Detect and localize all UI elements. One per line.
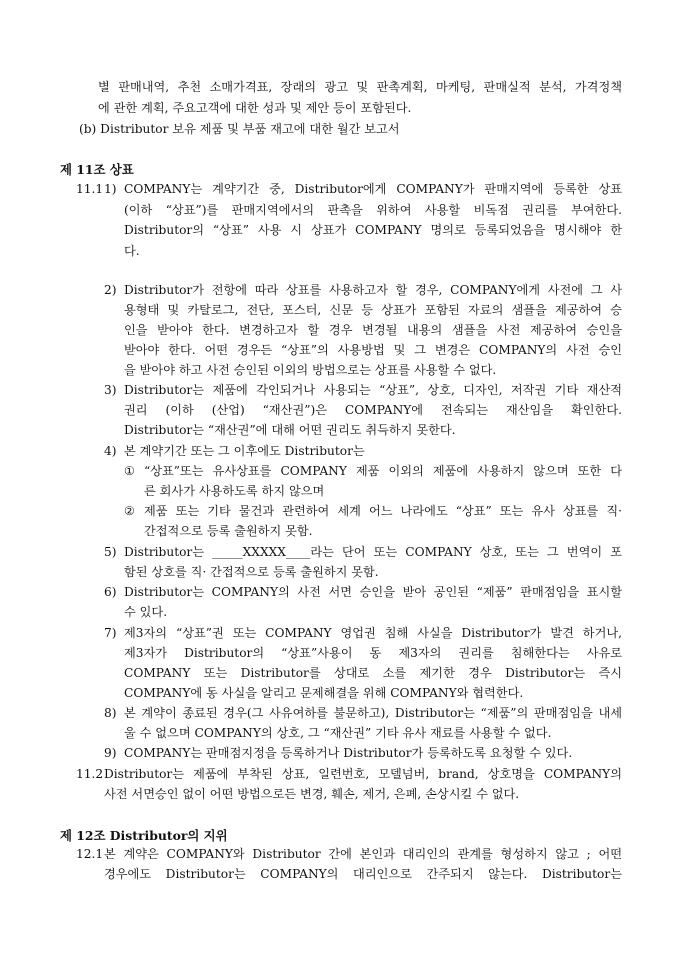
item-3-line-1: Distributor는 제품에 각인되거나 사용되는 “상표”, 상호, 디자인, 저작권 기타 재산적 [124, 383, 622, 397]
clause-12-1-number: 12.1 [76, 847, 104, 861]
clause-12-1-line-1: 본 계약은 COMPANY와 Distributor 간에 본인과 대리인의 관계를 형성하지 않고 ; 어떤 [104, 847, 622, 861]
item-6-number: 6) [104, 585, 117, 599]
item-2-line-4: 받아야 한다. 어떤 경우든 “상표”의 사용방법 및 그 변경은 COMPANY의 사전 승인 [124, 343, 622, 357]
item-5-line-1: Distributor는 _____XXXXX____라는 단어 또는 COMPANY 상호, 또는 그 번역이 포 [124, 545, 622, 559]
item-1-line-3: Distributor의 “상표” 사용 시 상표가 COMPANY 명의로 등록되었음을 명시해야 한 [124, 223, 622, 237]
item-8-line-2: 울 수 없으며 COMPANY의 상호, 그 “재산권” 기타 유사 재료를 사용할 수 없다. [124, 726, 552, 740]
item-4-line: 본 계약기간 또는 그 이후에도 Distributor는 [124, 444, 365, 458]
item-7-line-3: COMPANY 또는 Distributor를 상대로 소를 제기한 경우 Distributor는 즉시 [124, 666, 622, 680]
item-2-line-1: Distributor가 전항에 따라 상표를 사용하고자 할 경우, COMPANY에게 사전에 그 사 [124, 283, 622, 297]
item-7-line-2: 제3자가 Distributor의 “상표”사용이 동 제3자의 권리를 침해한다는 사유로 [124, 646, 622, 660]
clause-11-2-line-2: 사전 서면승인 없이 어떤 방법으로든 변경, 훼손, 제거, 은폐, 손상시킬 수 없다. [104, 787, 520, 801]
subitem-2-line-2: 간접적으로 등록 출원하지 못함. [144, 524, 313, 538]
subitem-2-line-1: 제품 또는 기타 물건과 관련하여 세계 어느 나라에도 “상표” 또는 유사 상표를 직· [144, 504, 622, 518]
subitem-1-line-1: “상표”또는 유사상표를 COMPANY 제품 이외의 제품에 사용하지 않으며 또한 다 [144, 464, 622, 478]
intro-item-b: (b) Distributor 보유 제품 및 부품 재고에 대한 월간 보고서 [79, 122, 400, 136]
item-1-line-1: COMPANY는 계약기간 중, Distributor에게 COMPANY가 판매지역에 등록한 상표 [124, 182, 622, 196]
clause-11-2-line-1: Distributor는 제품에 부착된 상표, 일련번호, 모델넘버, brand, 상호명을 COMPANY의 [104, 767, 622, 781]
item-1-line-4: 다. [124, 244, 140, 258]
item-3-line-3: Distributor는 “재산권”에 대해 어떤 권리도 취득하지 못한다. [124, 423, 456, 437]
item-2-line-2: 용형태 및 카탈로그, 전단, 포스터, 신문 등 상표가 포함된 자료의 샘플을 제공하여 승 [124, 303, 622, 317]
item-9-number: 9) [104, 746, 117, 760]
item-7-number: 7) [104, 626, 117, 640]
item-7-line-1: 제3자의 “상표”권 또는 COMPANY 영업권 침해 사실을 Distributor가 발견 하거나, [124, 626, 622, 640]
article-11-heading: 제 11조 상표 [60, 162, 134, 177]
clause-11-2-number: 11.2 [76, 767, 104, 781]
item-4-number: 4) [104, 444, 117, 458]
article-12-heading: 제 12조 Distributor의 지위 [60, 828, 228, 843]
item-2-line-3: 인을 받아야 한다. 변경하고자 할 경우 변경될 내용의 샘플을 사전 제공하여 승인을 [124, 323, 622, 337]
item-3-line-2: 권리 (이하 (산업) “재산권”)은 COMPANY에 전속되는 재산임을 확인한다. [124, 403, 622, 417]
intro-line-2: 에 관한 계획, 주요고객에 대한 성과 및 제안 등이 포함된다. [98, 101, 412, 115]
item-2-number: 2) [104, 283, 117, 297]
item-9-line: COMPANY는 판매점지정을 등록하거나 Distributor가 등록하도록 요청할 수 있다. [124, 746, 573, 760]
item-1-number: 1) [104, 182, 117, 196]
item-5-number: 5) [104, 545, 117, 559]
item-3-number: 3) [104, 383, 117, 397]
intro-line-1: 별 판매내역, 추천 소매가격표, 장래의 광고 및 판촉계획, 마케팅, 판매실적 분석, 가격정책 [98, 80, 622, 94]
subitem-1-line-2: 른 회사가 사용하도록 하지 않으며 [144, 484, 325, 498]
clause-11-1-number: 11.1 [76, 182, 104, 196]
item-2-line-5: 을 받아야 하고 사전 승인된 이외의 방법으로는 상표를 사용할 수 없다. [124, 363, 497, 377]
item-1-line-2: (이하 “상표”)를 판매지역에서의 판촉을 위하여 사용할 비독점 권리를 부여한다. [124, 203, 622, 217]
subitem-1-marker: ① [124, 464, 135, 478]
item-8-line-1: 본 계약이 종료된 경우(그 사유여하를 불문하고), Distributor는 “제품”의 판매점임을 내세 [124, 706, 622, 720]
clause-12-1-line-2: 경우에도 Distributor는 COMPANY의 대리인으로 간주되지 않는다. Distributor는 [104, 867, 622, 881]
item-8-number: 8) [104, 706, 117, 720]
item-6-line-2: 수 있다. [124, 605, 168, 619]
subitem-2-marker: ② [124, 504, 135, 518]
item-7-line-4: COMPANY에 동 사실을 알리고 문제해결을 위해 COMPANY와 협력한다. [124, 686, 524, 700]
item-5-line-2: 함된 상호를 직· 간접적으로 등록 출원하지 못함. [124, 565, 379, 579]
item-6-line-1: Distributor는 COMPANY의 사전 서면 승인을 받아 공인된 “제품” 판매점임을 표시할 [124, 585, 622, 599]
